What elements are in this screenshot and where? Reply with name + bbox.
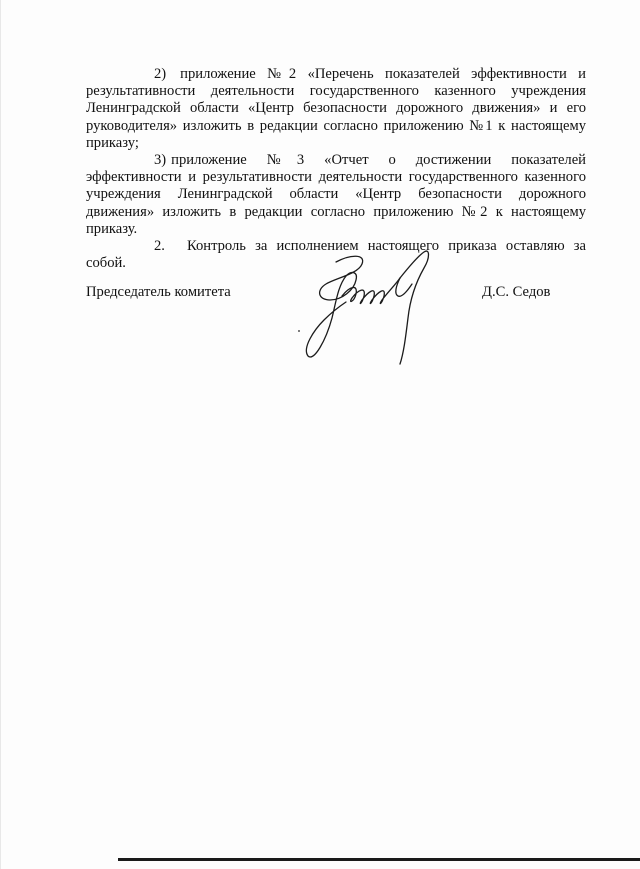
paragraph-text: приложение №3 «Отчет о достижении показателей эффективности и результативности деятельности государственного казенного учреждения Ленинградской области «Центр безопасности дорожного движения» изложить в редакции согласно приложению №2 к настоящему приказу.: [86, 152, 586, 237]
paragraph-number: 3): [154, 152, 167, 169]
signer-title: Председатель комитета: [86, 284, 231, 300]
handwritten-signature: [296, 244, 446, 372]
paragraph-text: приложение №2 «Перечень показателей эффективности и результативности деятельности государственного казенного учреждения Ленинградской области «Центр безопасности дорожного движения» и его руководителя» изложить в редакции согласно приложению №1 к настоящему приказу;: [86, 66, 586, 151]
paragraph-text: Контроль за исполнением настоящего приказа оставляю за собой.: [86, 238, 586, 272]
paragraph-item-3: [86, 152, 586, 238]
bottom-rule: [118, 858, 640, 861]
paragraph-number: 2): [154, 66, 167, 82]
scan-dot: [298, 330, 300, 332]
scan-edge: [0, 0, 1, 869]
document-body: [86, 66, 586, 272]
paragraph-number: 2.: [154, 238, 165, 255]
paragraph-item-2: [86, 66, 586, 152]
signer-name: Д.С. Седов: [482, 284, 551, 300]
